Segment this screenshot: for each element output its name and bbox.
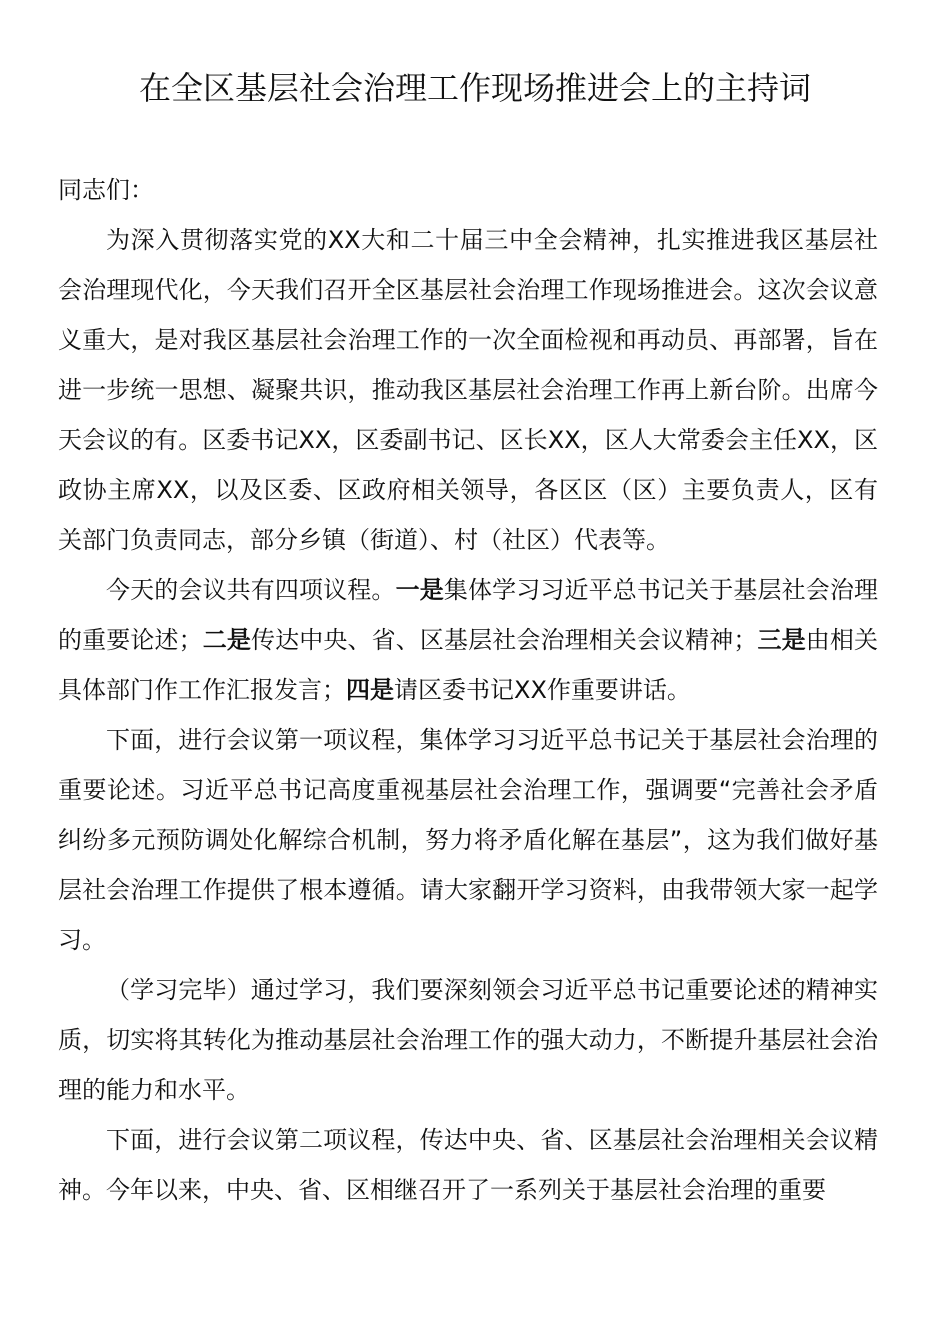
paragraph-agenda <box>58 565 878 715</box>
agenda-item-1-label: 一是 <box>395 576 444 604</box>
paragraph-first-agenda: 下面，进行会议第一项议程，集体学习习近平总书记关于基层社会治理的重要论述。习近平总书记高度重视基层社会治理工作，强调要“完善社会矛盾纠纷多元预防调处化解综合机制，努力将矛盾化解在基层”，这为我们做好基层社会治理工作提供了根本遵循。请大家翻开学习资料，由我带领大家一起学习。 <box>58 726 878 954</box>
salutation: 同志们： <box>58 176 154 204</box>
agenda-item-4-text: 请区委书记XX作重要讲话。 <box>394 676 691 704</box>
agenda-item-3-text: 由相关具体部门作工作汇报发言； <box>58 626 879 704</box>
document-body <box>58 165 878 1215</box>
agenda-intro: 今天的会议共有四项议程。 <box>106 576 396 604</box>
paragraph-opening: 为深入贯彻落实党的XX大和二十届三中全会精神，扎实推进我区基层社会治理现代化，今天我们召开全区基层社会治理工作现场推进会。这次会议意义重大，是对我区基层社会治理工作的一次全面检视和再动员、再部署，旨在进一步统一思想、凝聚共识，推动我区基层社会治理工作再上新台阶。出席今天会议的有。区委书记XX，区委副书记、区长XX，区人大常委会主任XX，区政协主席XX，以及区委、区政府相关领导，各区区（区）主要负责人，区有关部门负责同志，部分乡镇（街道）、村（社区）代表等。 <box>58 226 878 554</box>
agenda-item-2-text: 传达中央、省、区基层社会治理相关会议精神； <box>250 626 758 654</box>
paragraph-second-agenda: 下面，进行会议第二项议程，传达中央、省、区基层社会治理相关会议精神。今年以来，中央、省、区相继召开了一系列关于基层社会治理的重要 <box>58 1126 878 1204</box>
agenda-item-3-label: 三是 <box>757 626 806 654</box>
agenda-item-2-label: 二是 <box>202 626 251 654</box>
agenda-item-1-text: 集体学习习近平总书记关于基层社会治理的重要论述； <box>58 576 879 654</box>
document-title: 在全区基层社会治理工作现场推进会上的主持词 <box>138 69 811 107</box>
agenda-item-4-label: 四是 <box>346 676 394 704</box>
paragraph-study-complete: （学习完毕）通过学习，我们要深刻领会习近平总书记重要论述的精神实质，切实将其转化为推动基层社会治理工作的强大动力，不断提升基层社会治理的能力和水平。 <box>58 976 878 1104</box>
